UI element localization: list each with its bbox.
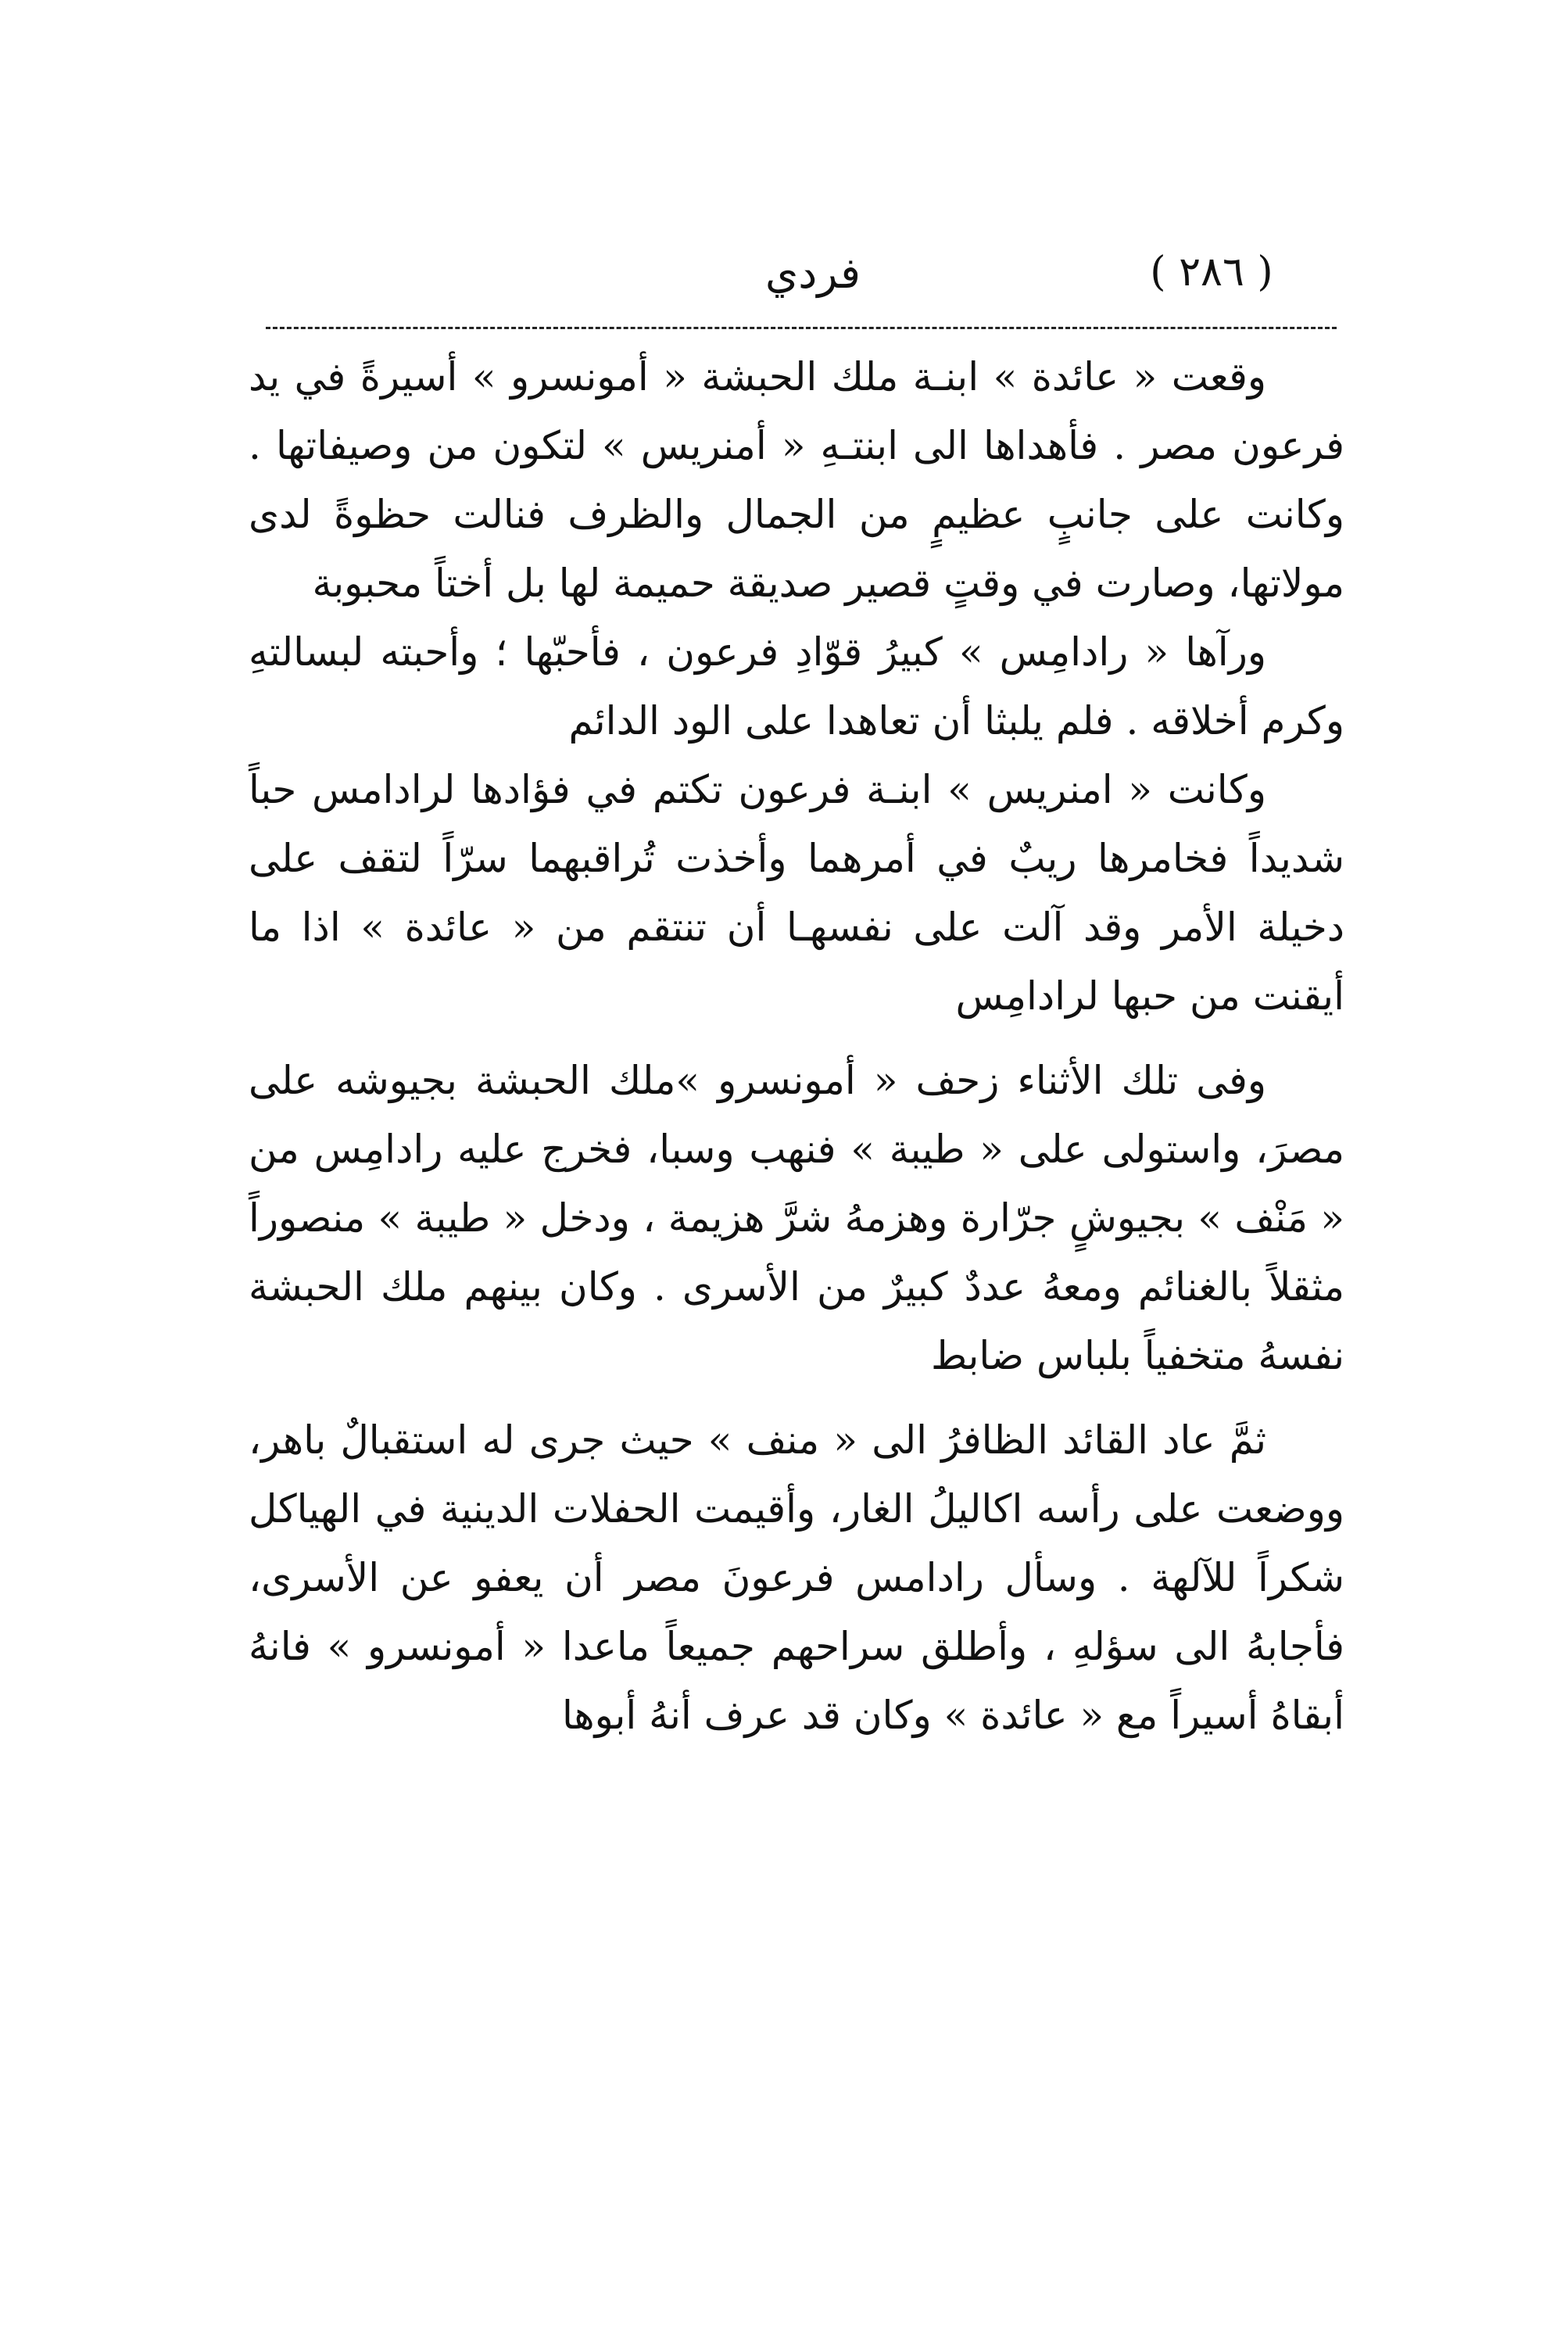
paragraph: وفى تلك الأثناء زحف « أمونسرو »ملك الحبشة بجيوشه على مصرَ، واستولى على « طيبة » فنهب وسبا، فخرج عليه رادامِس من « مَنْف » بجيوشٍ جرّارة وهزمهُ شرَّ هزيمة ، ودخل « طيبة » منصوراً مثقلاً بالغنائم ومعهُ عددٌ كبيرٌ من الأسرى . وكان بينهم ملك الحبشة نفسهُ متخفياً بلباس ضابط [249, 1058, 1344, 1378]
paragraph: ثمَّ عاد القائد الظافرُ الى « منف » حيث جرى له استقبالٌ باهر، ووضعت على رأسه اكاليلُ الغار، وأقيمت الحفلات الدينية في الهياكل شكراً للآلهة . وسأل رادامس فرعونَ مصر أن يعفو عن الأسرى، فأجابهُ الى سؤلهِ ، وأطلق سراحهم جميعاً ماعدا « أمونسرو » فانهُ أبقاهُ أسيراً مع « عائدة » وكان قد عرف أنهُ أبوها [249, 1417, 1344, 1738]
paragraph: ورآها « رادامِس » كبيرُ قوّادِ فرعون ، فأحبّها ؛ وأحبته لبسالتهِ وكرم أخلاقه . فلم يلبثا أن تعاهدا على الود الدائم [249, 629, 1344, 743]
header-divider [266, 327, 1337, 329]
page-header [242, 249, 1337, 319]
page-number: ( ٢٨٦ ) [1150, 249, 1273, 296]
paragraph: وقعت « عائدة » ابنـة ملك الحبشة « أمونسرو » أسيرةً في يد فرعون مصر . فأهداها الى ابنتـهِ « أمنريس » لتكون من وصيفاتها . وكانت على جانبٍ عظيمٍ من الجمال والظرف فنالت حظوةً لدى مولاتها، وصارت في وقتٍ قصير صديقة حميمة لها بل أختاً محبوبة [249, 354, 1344, 606]
body-text [249, 342, 1344, 1750]
paragraph: وكانت « امنريس » ابنـة فرعون تكتم في فؤادها لرادامس حباً شديداً فخامرها ريبٌ في أمرهما وأخذت تُراقبهما سرّاً لتقف على دخيلة الأمر وقد آلت على نفسهـا أن تنتقم من « عائدة » اذا ما أيقنت من حبها لرادامِس [249, 767, 1344, 1019]
running-title: فردي [765, 249, 861, 298]
